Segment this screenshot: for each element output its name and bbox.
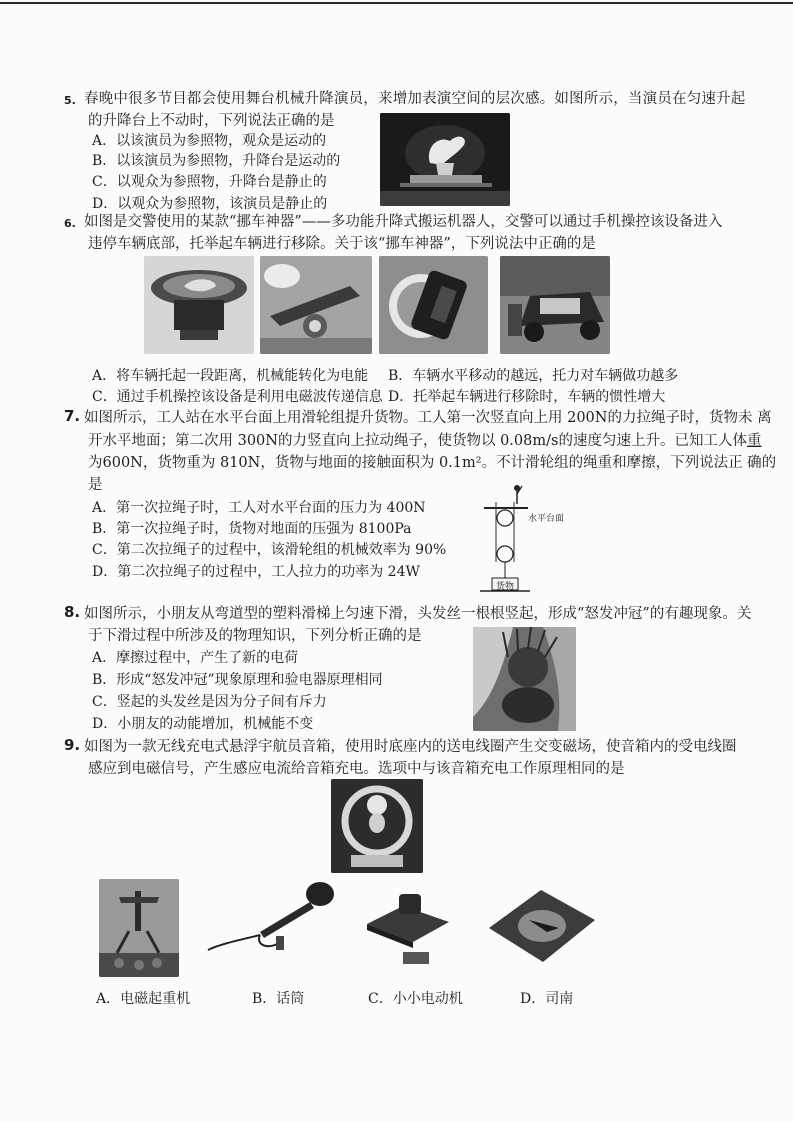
question-number: 7. — [64, 407, 81, 425]
question-stem-line: 春晚中很多节目都会使用舞台机械升降演员，来增加表演空间的层次感。如图所示，当演员在匀速升起 — [84, 91, 746, 107]
question-stem-line: 如图所示，小朋友从弯道型的塑料滑梯上匀速下滑，头发丝一根根竖起，形成“怒发冲冠”的有趣现象。关 — [84, 606, 752, 622]
option-d: D．第二次拉绳子的过程中，工人拉力的功率为 24W — [92, 564, 420, 580]
question-number: 9. — [64, 736, 81, 754]
question-stem-line: 感应到电磁信号，产生感应电流给音箱充电。选项中与该音箱充电工作原理相同的是 — [88, 761, 625, 777]
option-a: A．电磁起重机 — [96, 991, 191, 1007]
option-c-image — [363, 880, 453, 970]
option-c: C．小小电动机 — [368, 991, 463, 1007]
question-stem-line: 为600N，货物重为 810N，货物与地面的接触面积为 0.1m²。不计滑轮组的绳重和摩擦，下列说法正 确的 — [88, 455, 777, 471]
option-a: A．将车辆托起一段距离，机械能转化为电能 — [92, 368, 369, 384]
question-stem-line: 如图是交警使用的某款“挪车神器”——多功能升降式搬运机器人，交警可以通过手机操控该设备进入 — [84, 214, 723, 230]
question-stem-line: 如图所示，工人站在水平台面上用滑轮组提升货物。工人第一次竖直向上用 200N的力拉绳子时，货物未 离 — [84, 410, 772, 426]
stem-text: 开水平地面；第二次用 300N的力竖直向上拉动绳子，使货物以 0.08m/s的速度匀速上升。已知工人体 — [88, 433, 747, 449]
slide-hair-photo — [473, 627, 576, 731]
question-number: 6. — [64, 217, 76, 230]
pulley-diagram — [470, 478, 580, 598]
stage-lift-photo — [380, 113, 510, 206]
option-d: D．小朋友的动能增加，机械能不变 — [92, 716, 314, 732]
option-d-image — [487, 880, 597, 970]
option-a: A．以该演员为参照物，观众是运动的 — [92, 133, 327, 149]
option-c: C．以观众为参照物，升降台是静止的 — [92, 174, 327, 190]
question-number: 5. — [64, 94, 76, 107]
option-d: D．以观众为参照物，该演员是静止的 — [92, 196, 328, 212]
option-a: A．第一次拉绳子时，工人对水平台面的压力为 400N — [92, 500, 426, 516]
option-d: D．托举起车辆进行移除时，车辆的惯性增大 — [388, 389, 666, 405]
platform-label: 水平台面 — [528, 514, 565, 524]
option-b: B．以该演员为参照物，升降台是运动的 — [92, 153, 341, 169]
question-stem-line: 违停车辆底部，托举起车辆进行移除。关于该“挪车神器”，下列说法中正确的是 — [88, 236, 596, 252]
question-number: 8. — [64, 603, 81, 621]
option-a: A．摩擦过程中，产生了新的电荷 — [92, 650, 299, 666]
option-b: B．第一次拉绳子时，货物对地面的压强为 8100Pa — [92, 521, 412, 537]
question-stem-line: 是 — [88, 477, 103, 493]
option-b: B．形成“怒发冲冠”现象原理和验电器原理相同 — [92, 672, 383, 688]
car-robot-photo-3 — [379, 256, 488, 354]
option-c: C．第二次拉绳子的过程中，该滑轮组的机械效率为 90% — [92, 542, 447, 558]
question-stem-line: 的升降台上不动时，下列说法正确的是 — [88, 113, 335, 129]
option-b: B．话筒 — [252, 991, 305, 1007]
question-stem-line — [88, 430, 761, 452]
question-stem-line: 如图为一款无线充电式悬浮宇航员音箱，使用时底座内的送电线圈产生交变磁场，使音箱内的受电线圈 — [84, 739, 737, 755]
car-robot-photo-1 — [144, 256, 254, 354]
top-border-line — [0, 2, 793, 4]
car-robot-photo-2 — [260, 256, 372, 354]
option-c: C．通过手机操控该设备是利用电磁波传递信息 — [92, 389, 383, 405]
floating-speaker-photo — [331, 779, 423, 873]
underlined-text: 重 — [746, 433, 762, 449]
option-d: D．司南 — [520, 991, 574, 1007]
car-robot-photo-4 — [500, 256, 610, 354]
option-c: C．竖起的头发丝是因为分子间有斥力 — [92, 694, 327, 710]
option-a-image — [99, 879, 179, 977]
question-stem-line: 于下滑过程中所涉及的物理知识，下列分析正确的是 — [88, 628, 422, 644]
option-b-image — [200, 880, 340, 960]
cargo-label: 货物 — [496, 582, 515, 592]
option-b: B．车辆水平移动的越远，托力对车辆做功越多 — [388, 368, 679, 384]
